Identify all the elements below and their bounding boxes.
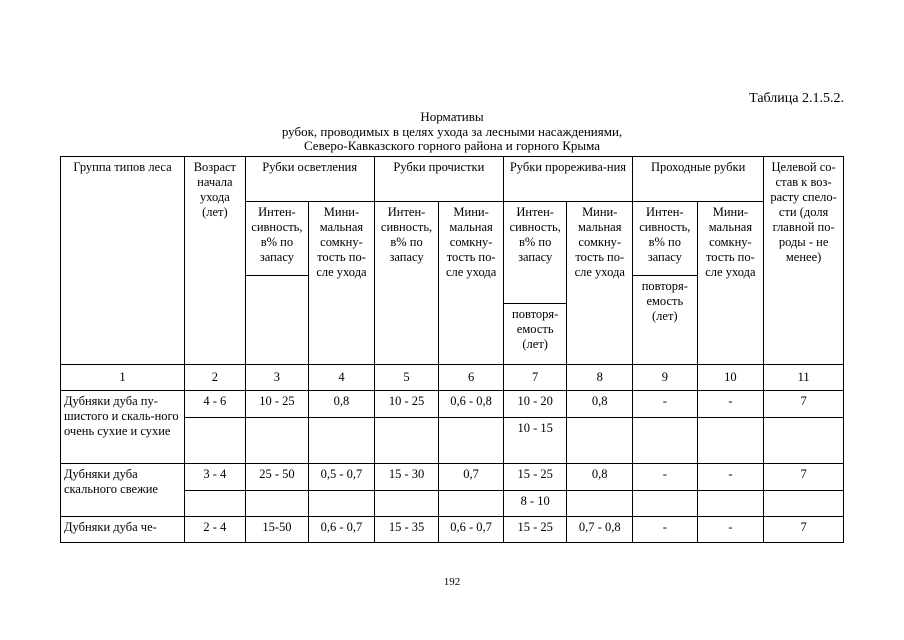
row-cell-5: 10 - 25 bbox=[374, 391, 439, 418]
table-row bbox=[61, 464, 844, 491]
row-cell-9: - bbox=[633, 391, 698, 418]
header-intensity-7: Интен-сивность, в% по запасу bbox=[503, 202, 567, 304]
header-age: Возраст начала ухода (лет) bbox=[185, 157, 246, 365]
table-title bbox=[0, 110, 904, 154]
table-row bbox=[61, 391, 844, 418]
header-intensity-5: Интен-сивность, в% по запасу bbox=[374, 202, 439, 365]
col-num: 3 bbox=[245, 365, 309, 391]
header-closure-8: Мини-мальная сомкну-тость по-сле ухода bbox=[567, 202, 633, 365]
row-cell-6: 0,6 - 0,7 bbox=[439, 517, 504, 543]
row-cell-8: 0,8 bbox=[567, 391, 633, 418]
row-cell-10: - bbox=[697, 517, 764, 543]
col-num: 4 bbox=[309, 365, 375, 391]
header-empty-3 bbox=[245, 276, 309, 365]
header-intensity-3: Интен-сивность, в% по запасу bbox=[245, 202, 309, 276]
col-num: 2 bbox=[185, 365, 246, 391]
row-cell-3: 10 - 25 bbox=[245, 391, 309, 418]
header-intensity-9: Интен-сивность, в% по запасу bbox=[633, 202, 698, 276]
norms-table bbox=[60, 156, 844, 543]
row-repeat-7: 10 - 15 bbox=[503, 418, 567, 464]
header-improvement: Рубки прорежива-ния bbox=[503, 157, 632, 202]
row-cell-4: 0,6 - 0,7 bbox=[309, 517, 375, 543]
header-repeat-9: повторя-емость (лет) bbox=[633, 276, 698, 365]
row-cell-11: 7 bbox=[764, 391, 844, 418]
col-num: 5 bbox=[374, 365, 439, 391]
row-age: 3 - 4 bbox=[185, 464, 246, 491]
header-group: Группа типов леса bbox=[61, 157, 185, 365]
table-row bbox=[61, 517, 844, 543]
header-passing: Проходные рубки bbox=[633, 157, 764, 202]
row-cell-9: - bbox=[633, 517, 698, 543]
row-cell-5: 15 - 30 bbox=[374, 464, 439, 491]
header-repeat-7: повторя-емость (лет) bbox=[503, 304, 567, 365]
col-num: 11 bbox=[764, 365, 844, 391]
row-cell-8: 0,7 - 0,8 bbox=[567, 517, 633, 543]
col-num: 9 bbox=[633, 365, 698, 391]
col-num: 8 bbox=[567, 365, 633, 391]
header-cleaning: Рубки осветления bbox=[245, 157, 374, 202]
header-thinning: Рубки прочистки bbox=[374, 157, 503, 202]
row-cell-7: 15 - 25 bbox=[503, 464, 567, 491]
header-target-composition: Целевой со-став к воз-расту спело-сти (доля главной по-роды - не менее) bbox=[764, 157, 844, 365]
row-cell-6: 0,6 - 0,8 bbox=[439, 391, 504, 418]
row-group-name: Дубняки дуба скального свежие bbox=[61, 464, 185, 517]
header-closure-6: Мини-мальная сомкну-тость по-сле ухода bbox=[439, 202, 504, 365]
row-age: 4 - 6 bbox=[185, 391, 246, 418]
row-cell-6: 0,7 bbox=[439, 464, 504, 491]
header-closure-4: Мини-мальная сомкну-тость по-сле ухода bbox=[309, 202, 375, 365]
col-num: 1 bbox=[61, 365, 185, 391]
row-cell-9: - bbox=[633, 464, 698, 491]
row-cell-7: 15 - 25 bbox=[503, 517, 567, 543]
column-number-row bbox=[61, 365, 844, 391]
col-num: 6 bbox=[439, 365, 504, 391]
row-cell-11: 7 bbox=[764, 517, 844, 543]
col-num: 7 bbox=[503, 365, 567, 391]
row-cell-4: 0,5 - 0,7 bbox=[309, 464, 375, 491]
col-num: 10 bbox=[697, 365, 764, 391]
page-number: 192 bbox=[443, 576, 461, 588]
table-number: Таблица 2.1.5.2. bbox=[749, 91, 844, 106]
row-cell-11: 7 bbox=[764, 464, 844, 491]
row-cell-7: 10 - 20 bbox=[503, 391, 567, 418]
row-repeat-7: 8 - 10 bbox=[503, 491, 567, 517]
row-group-name: Дубняки дуба пу-шистого и скаль-ного очень сухие и сухие bbox=[61, 391, 185, 464]
row-cell-3: 15-50 bbox=[245, 517, 309, 543]
row-age: 2 - 4 bbox=[185, 517, 246, 543]
title-line-1: Нормативы bbox=[420, 109, 484, 124]
row-cell-8: 0,8 bbox=[567, 464, 633, 491]
row-cell-10: - bbox=[697, 464, 764, 491]
row-cell-4: 0,8 bbox=[309, 391, 375, 418]
row-group-name: Дубняки дуба че- bbox=[61, 517, 185, 543]
row-cell-5: 15 - 35 bbox=[374, 517, 439, 543]
row-cell-3: 25 - 50 bbox=[245, 464, 309, 491]
title-line-2: рубок, проводимых в целях ухода за лесными насаждениями, bbox=[281, 123, 623, 139]
row-cell-10: - bbox=[697, 391, 764, 418]
title-line-3: Северо-Кавказского горного района и горного Крыма bbox=[303, 138, 601, 153]
header-closure-10: Мини-мальная сомкну-тость по-сле ухода bbox=[697, 202, 764, 365]
